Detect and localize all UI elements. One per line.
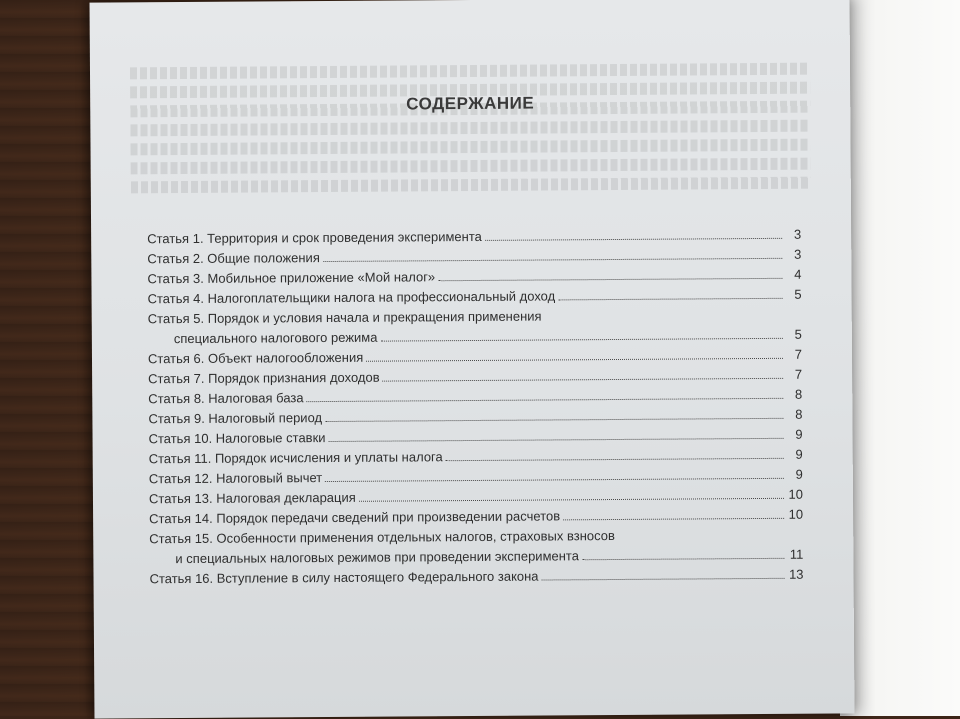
- toc-heading: СОДЕРЖАНИЕ: [406, 93, 535, 114]
- toc-page-number: 11: [789, 546, 804, 562]
- table-of-contents: [147, 225, 803, 590]
- toc-entry-title: Статья 5. Порядок и условия начала и прекращения применения: [147, 308, 542, 327]
- toc-entry-title: Статья 15. Особенности применения отдельных налогов, страховых взносов: [149, 528, 615, 547]
- toc-entry-title: Статья 4. Налогоплательщики налога на профессиональный доход: [147, 288, 556, 307]
- toc-page-number: 9: [795, 466, 803, 482]
- toc-entry-title: Статья 1. Территория и срок проведения эксперимента: [147, 228, 482, 247]
- toc-page-number: 3: [793, 226, 802, 242]
- toc-page-number: 3: [793, 246, 802, 262]
- dot-leader: [359, 498, 784, 502]
- dot-leader: [323, 258, 782, 262]
- dot-leader: [383, 378, 784, 382]
- toc-entry-title: и специальных налоговых режимов при проведении эксперимента: [175, 548, 579, 567]
- dot-leader: [307, 398, 784, 402]
- toc-entry-title: Статья 6. Объект налогообложения: [147, 349, 364, 367]
- toc-entry-title: Статья 13. Налоговая декларация: [148, 489, 356, 507]
- toc-entry: [149, 565, 803, 590]
- dot-leader: [446, 458, 784, 461]
- toc-entry: [148, 305, 802, 350]
- toc-entry-title: Статья 3. Мобильное приложение «Мой налог»: [147, 269, 436, 287]
- dot-leader: [325, 478, 784, 482]
- show-through-text: [130, 56, 811, 211]
- toc-page-number: 10: [788, 486, 804, 502]
- dot-leader: [366, 358, 783, 362]
- toc-entry-title: Статья 8. Налоговая база: [148, 390, 304, 407]
- background-surface: [840, 0, 960, 716]
- toc-entry-title: Статья 10. Налоговые ставки: [148, 430, 326, 447]
- dot-leader: [542, 578, 785, 581]
- toc-entry-title: Статья 9. Налоговый период: [148, 410, 323, 427]
- book-page: [90, 0, 855, 719]
- dot-leader: [380, 338, 782, 342]
- dot-leader: [558, 298, 782, 301]
- toc-page-number: 7: [794, 366, 803, 382]
- dot-leader: [485, 238, 782, 241]
- dot-leader: [325, 418, 783, 422]
- toc-page-number: 9: [795, 446, 803, 462]
- toc-page-number: 5: [794, 286, 802, 302]
- toc-page-number: 9: [795, 426, 803, 442]
- toc-page-number: 4: [794, 266, 802, 282]
- toc-page-number: 5: [794, 326, 802, 342]
- dot-leader: [563, 518, 784, 521]
- toc-page-number: 7: [794, 346, 803, 362]
- toc-entry-title: Статья 2. Общие положения: [147, 250, 320, 267]
- toc-page-number: 10: [788, 506, 804, 522]
- toc-entry-title: специального налогового режима: [173, 329, 378, 347]
- toc-page-number: 8: [794, 386, 803, 402]
- dot-leader: [582, 558, 784, 560]
- dot-leader: [329, 438, 784, 442]
- dot-leader: [438, 278, 782, 281]
- toc-entry-title: Статья 16. Вступление в силу настоящего Федерального закона: [149, 568, 539, 587]
- toc-page-number: 8: [795, 406, 803, 422]
- toc-entry-title: Статья 7. Порядок признания доходов: [148, 369, 380, 387]
- toc-entry-title: Статья 14. Порядок передачи сведений при произведении расчетов: [149, 508, 561, 527]
- toc-entry: [149, 525, 803, 570]
- toc-entry-title: Статья 12. Налоговый вычет: [148, 470, 323, 487]
- toc-entry-title: Статья 11. Порядок исчисления и уплаты налога: [148, 449, 443, 467]
- toc-page-number: 13: [788, 566, 804, 582]
